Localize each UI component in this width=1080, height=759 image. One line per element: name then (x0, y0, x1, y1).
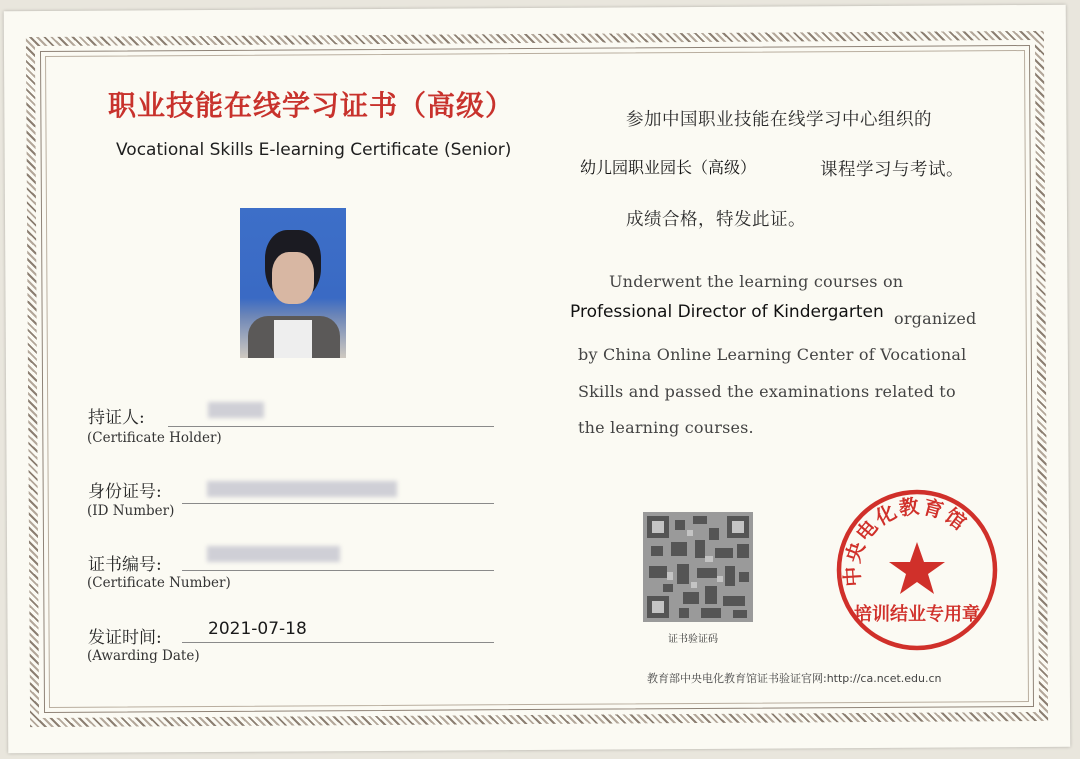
holder-label-en: (Certificate Holder) (87, 430, 222, 446)
date-label-cn: 发证时间: (88, 628, 162, 648)
date-line (182, 642, 494, 643)
id-label-en: (ID Number) (87, 503, 175, 519)
seal-star-icon (889, 542, 945, 594)
statement-cn-line2: 课程学习与考试。 (820, 160, 964, 180)
statement-en-line1: Underwent the learning courses on (609, 272, 904, 291)
official-seal (835, 488, 999, 652)
certificate-title-en: Vocational Skills E-learning Certificate (Senior) (116, 140, 512, 160)
statement-en-line5: the learning courses. (578, 418, 754, 437)
certificate-title-cn: 职业技能在线学习证书（高级） (108, 89, 515, 122)
id-label-cn: 身份证号: (88, 482, 162, 502)
cert-number-line (182, 570, 494, 571)
statement-en-line4: Skills and passed the examinations related to (578, 382, 956, 401)
statement-cn-line1: 参加中国职业技能在线学习中心组织的 (626, 110, 932, 130)
course-name-en: Professional Director of Kindergarten (570, 302, 884, 322)
statement-en-line3: by China Online Learning Center of Vocational (578, 345, 967, 364)
statement-cn-line3: 成绩合格，特发此证。 (626, 210, 806, 230)
verification-footer: 教育部中央电化教育馆证书验证官网:http://ca.ncet.edu.cn (647, 672, 942, 685)
id-line (182, 503, 494, 504)
course-name-cn: 幼儿园职业园长（高级） (580, 158, 757, 177)
id-number-redacted (207, 481, 397, 497)
verification-qr-code[interactable] (643, 512, 753, 622)
award-date: 2021-07-18 (208, 619, 307, 639)
holder-line (168, 426, 494, 427)
seal-top-text: 中央电化教育馆 (839, 493, 973, 588)
date-label-en: (Awarding Date) (87, 648, 200, 664)
statement-en-organized: organized (894, 309, 977, 328)
cert-number-redacted (207, 546, 340, 562)
qr-code-label: 证书验证码 (668, 634, 718, 645)
qr-pattern (643, 512, 753, 622)
cert-number-label-en: (Certificate Number) (87, 575, 231, 591)
holder-name-redacted (208, 402, 264, 418)
holder-label-cn: 持证人: (88, 408, 145, 428)
holder-photo (240, 208, 346, 358)
seal-bottom-text: 培训结业专用章 (854, 604, 980, 625)
cert-number-label-cn: 证书编号: (88, 555, 162, 575)
